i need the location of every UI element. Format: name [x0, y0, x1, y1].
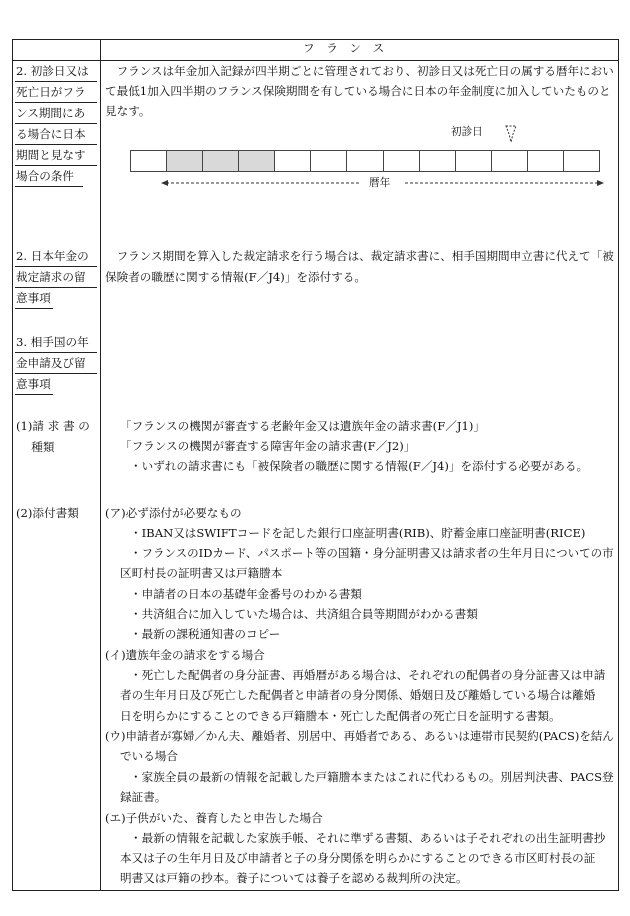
label-underline [15, 144, 97, 145]
label-underline [15, 81, 97, 82]
body-line: て最低1加入四半期のフランス保険期間を有している場合に日本の年金制度に加入していたものと [105, 84, 611, 98]
label-underline [15, 266, 97, 267]
label-line: 意事項 [16, 291, 51, 305]
label-line: 意事項 [16, 377, 51, 391]
body-line: 録証書。 [120, 790, 167, 804]
table-top-border [12, 39, 619, 40]
label-line: 2. 初診日又は [16, 64, 89, 78]
body-line: でいる場合 [120, 749, 178, 763]
timeline-cell [419, 150, 456, 172]
table-bottom-border [12, 890, 619, 891]
body-line: (ア)必ず添付が必要なもの [105, 506, 242, 520]
body-line: (イ)遺族年金の請求をする場合 [105, 648, 265, 662]
label-line: (1)請 求 書 の [16, 419, 90, 433]
body-line: 区町村長の証明書又は戸籍謄本 [120, 566, 283, 580]
body-line: ・IBAN又はSWIFTコードを記した銀行口座証明書(RIB)、貯蓄金庫口座証明書(RICE) [130, 526, 586, 540]
body-line: ・いずれの請求書にも「被保険者の職歴に関する情報(F／J4)」を添付する必要がある。 [130, 459, 589, 473]
first-visit-marker-icon [504, 124, 518, 146]
label-line: 裁定請求の留 [16, 270, 86, 284]
label-underline [15, 186, 83, 187]
table-left-border [12, 39, 13, 891]
body-line: ・申請者の日本の基礎年金番号のわかる書類 [130, 587, 362, 601]
body-line: 本又は子の生年月日及び申請者と子の身分関係を明らかにすることのできる市区町村長の証 [120, 851, 596, 865]
body-line: 「フランスの機関が審査する老齢年金又は遺族年金の請求書(F／J1)」 [120, 419, 485, 433]
year-label: 暦年 [369, 177, 391, 189]
label-underline [15, 123, 97, 124]
label-line: 3. 相手国の年 [16, 335, 89, 349]
first-visit-label: 初診日 [451, 126, 483, 138]
label-line: ンス期間にあ [16, 106, 86, 120]
label-line: 場合の条件 [16, 169, 74, 183]
label-underline [15, 308, 53, 309]
timeline-cell [274, 150, 311, 172]
body-line: ・死亡した配偶者の身分証書、再婚暦がある場合は、それぞれの配偶者の身分証書又は申請 [130, 668, 606, 682]
body-line: 日を明らかにすることのできる戸籍謄本・死亡した配偶者の死亡日を証明する書類。 [120, 709, 561, 723]
timeline-cell-shaded [202, 150, 239, 172]
timeline-cell [455, 150, 492, 172]
header-bottom-border [12, 60, 619, 61]
body-line: フランス期間を算入した裁定請求を行う場合は、裁定請求書に、相手国期間申立書に代えて「被 [105, 249, 614, 263]
label-underline [15, 394, 53, 395]
body-line: (ウ)申請者が寡婦／かん夫、離婚者、別居中、再婚者である、あるいは連帯市民契約(PACS)を結ん [105, 729, 614, 743]
label-underline [15, 165, 97, 166]
table-right-border [618, 39, 619, 891]
label-line: る場合に日本 [16, 127, 86, 141]
label-underline [15, 352, 97, 353]
label-line: 期間と見なす [16, 148, 86, 162]
body-line: 「フランスの機関が審査する障害年金の請求書(F／J2)」 [120, 439, 416, 453]
label-line: 金申請及び留 [16, 356, 86, 370]
label-line: 死亡日がフラ [16, 85, 86, 99]
body-line: ・最新の情報を記載した家族手帳、それに準ずる書類、あるいは子それぞれの出生証明書抄 [130, 831, 606, 845]
timeline-cell [491, 150, 528, 172]
column-divider [100, 39, 101, 891]
label-line: 2. 日本年金の [16, 249, 89, 263]
body-line: 者の生年月日及び死亡した配偶者と申請者の身分関係、婚姻日及び離婚している場合は離婚 [120, 688, 596, 702]
body-line: 見なす。 [105, 104, 151, 118]
timeline-cell [383, 150, 420, 172]
header-country: フ ラ ン ス [303, 41, 385, 55]
label-underline [15, 102, 97, 103]
body-line: フランスは年金加入記録が四半期ごとに管理されており、初診日又は死亡日の属する暦年におい [105, 64, 614, 78]
body-line: ・最新の課税通知書のコピー [130, 627, 281, 641]
body-line: ・フランスのIDカード、パスポート等の国籍・身分証明書又は請求者の生年月日についての市 [130, 546, 614, 560]
label-line: 種類 [16, 440, 55, 454]
body-line: (エ)子供がいた、養育したと申告した場合 [105, 811, 323, 825]
body-line: ・共済組合に加入していた場合は、共済組合員等期間がわかる書類 [130, 607, 478, 621]
label-underline [15, 373, 97, 374]
section-3-2-label: (2)添付書類 [16, 506, 79, 520]
body-line: ・家族全員の最新の情報を記載した戸籍謄本またはこれに代わるもの。別居判決書、PACS登 [130, 770, 614, 784]
timeline-cell [527, 150, 564, 172]
timeline-cell [310, 150, 347, 172]
timeline-cell-shaded [238, 150, 275, 172]
body-line: 明書又は戸籍の抄本。養子については養子を認める裁判所の決定。 [120, 871, 468, 885]
timeline-cell-shaded [166, 150, 203, 172]
label-underline [15, 287, 97, 288]
timeline-cell [563, 150, 600, 172]
body-line: 保険者の職歴に関する情報(F／J4)」を添付する。 [105, 270, 366, 284]
timeline-cell [346, 150, 383, 172]
timeline-cell [130, 150, 167, 172]
